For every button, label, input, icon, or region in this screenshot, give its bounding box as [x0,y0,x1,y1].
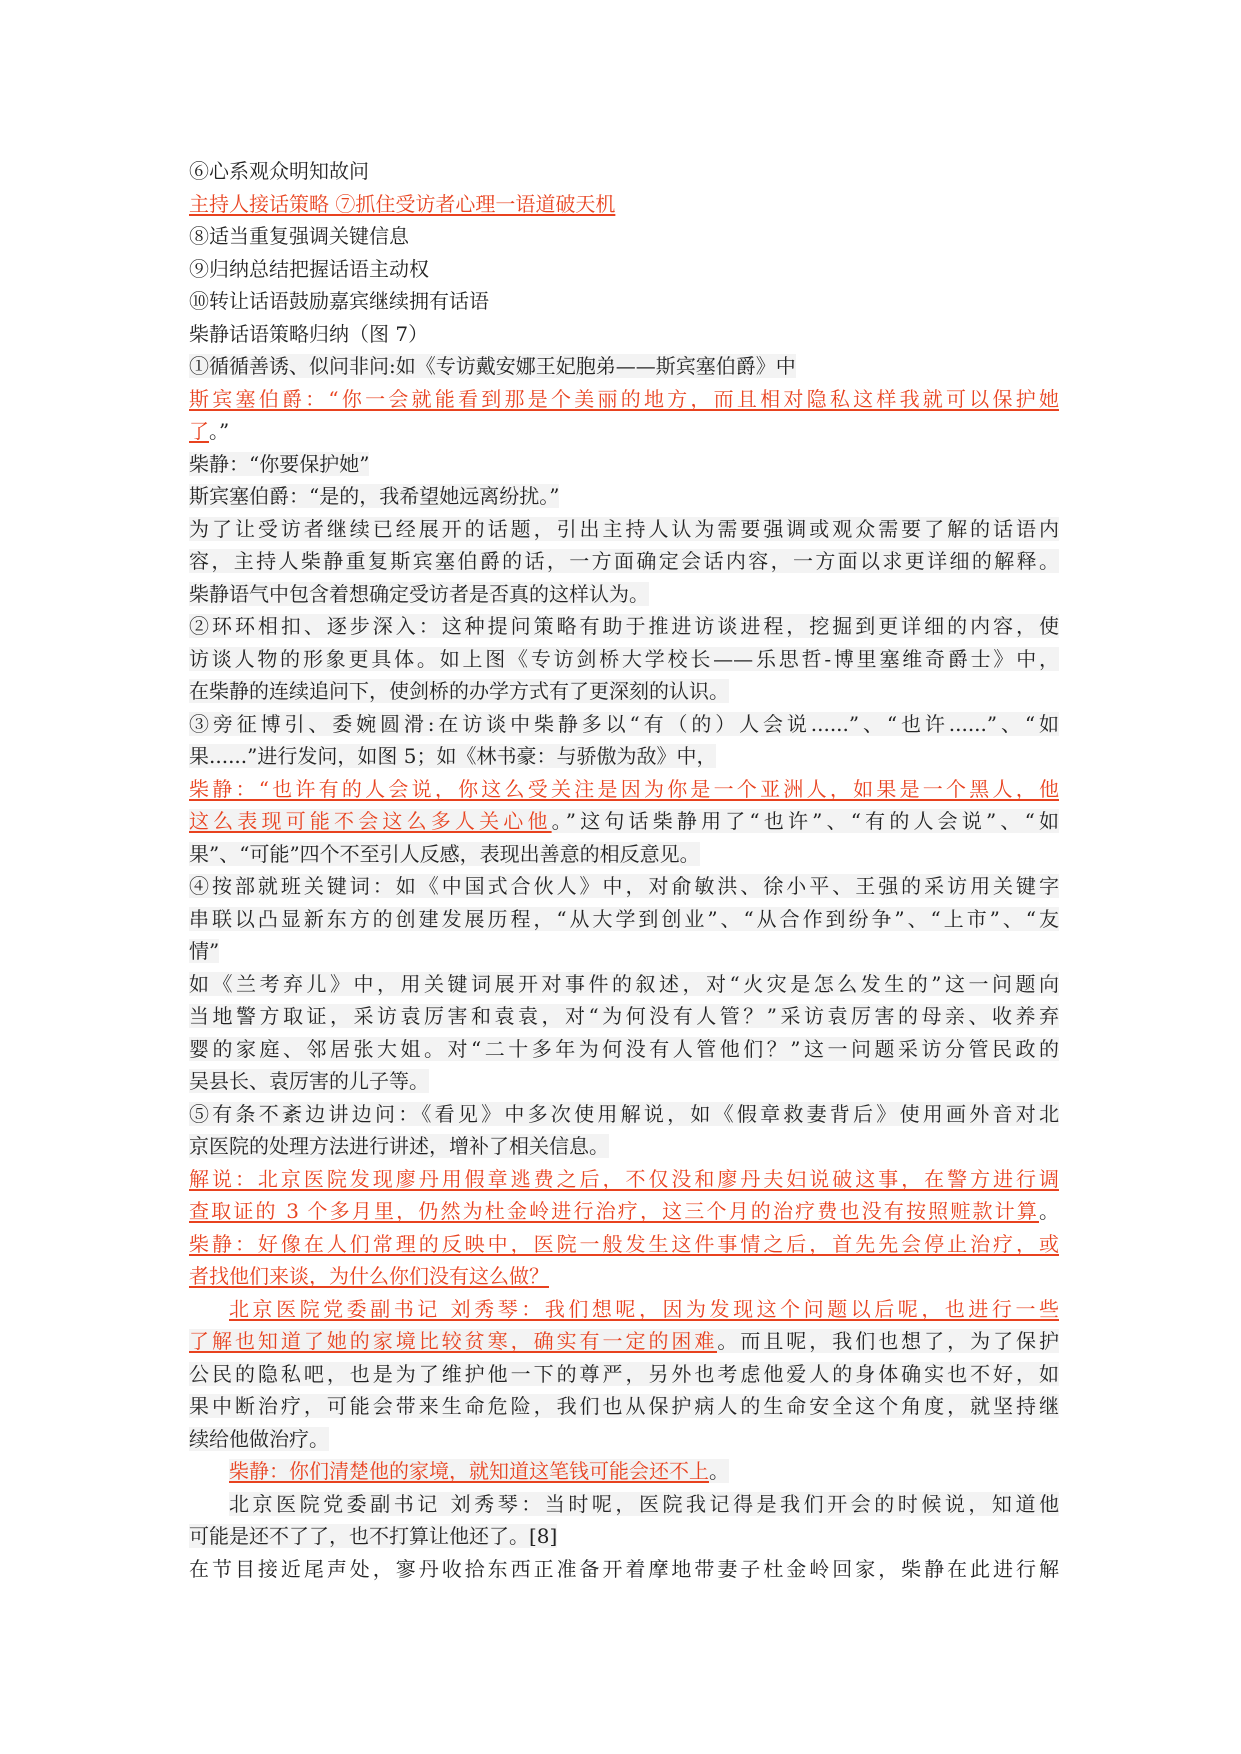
body-text: 柴静话语策略归纳（图 7） [189,321,429,346]
text-line [189,513,1059,546]
body-text: 北京医院党委副书记 刘秀琴：当时呢，医院我记得是我们开会的时候说，知道他 [229,1491,1059,1516]
body-text: 柴静：“你要保护她” [189,451,370,476]
body-text: 果”、“可能”四个不至引人反感，表现出善意的相反意见。 [189,841,700,866]
body-text: 婴的家庭、邻居张大姐。对“二十多年为何没有人管他们？”这一问题采访分管民政的 [189,1036,1059,1061]
body-text: ⑧适当重复强调关键信息 [189,224,409,248]
text-line [189,1228,1059,1261]
body-text: ⑩转让话语鼓励嘉宾继续拥有话语 [189,289,489,313]
highlighted-quote-text: 柴静：“也许有的人会说，你这么受关注是因为你是一个亚洲人，如果是一个黑人，他 [189,776,1059,801]
text-line [189,578,1059,611]
highlighted-quote-text: 主持人接话策略 ⑦抓住受访者心理一语道破天机 [189,191,616,216]
document-body [189,155,1059,1585]
text-line [189,838,1059,871]
text-line [189,1130,1059,1163]
text-line [189,350,1059,383]
text-line [189,610,1059,643]
body-text: ⑨归纳总结把握话语主动权 [189,256,429,281]
body-text: 。” [209,419,230,443]
text-line [189,968,1059,1001]
text-line [189,253,1059,286]
text-line [189,1325,1059,1358]
body-text: 。而且呢，我们也想了，为了保护 [717,1329,1059,1353]
text-line [189,1098,1059,1131]
body-text: 如《兰考弃儿》中，用关键词展开对事件的叙述，对“火灾是怎么发生的”这一问题向 [189,971,1059,996]
body-text: 。”这句话柴静用了“也许”、“有的人会说”、“如 [551,809,1059,833]
body-text: 。 [1039,1199,1059,1223]
body-text: 在节目接近尾声处，寥丹收拾东西正准备开着摩地带妻子杜金岭回家，柴静在此进行解 [189,1556,1059,1581]
text-line [189,480,1059,513]
body-text: ⑤有条不紊边讲边问：《看见》中多次使用解说，如《假章救妻背后》使用画外音对北 [189,1101,1059,1126]
text-line [189,1358,1059,1391]
highlighted-quote-text: 柴静：好像在人们常理的反映中，医院一般发生这件事情之后，首先先会停止治疗，或 [189,1231,1059,1256]
text-line [189,188,1059,221]
text-line [189,1455,1059,1488]
body-text: ①循循善诱、似问非问:如《专访戴安娜王妃胞弟——斯宾塞伯爵》中 [189,354,796,378]
text-line [189,1065,1059,1098]
body-text: 斯宾塞伯爵：“是的，我希望她远离纷扰。” [189,484,560,508]
highlighted-quote-text: 了解也知道了她的家境比较贫寒，确实有一定的困难 [189,1329,718,1353]
text-line [189,155,1059,188]
text-line [189,318,1059,351]
text-line [189,773,1059,806]
text-line [189,1488,1059,1521]
text-line [189,383,1059,416]
text-line [189,415,1059,448]
text-line [189,903,1059,936]
text-line [189,1520,1059,1553]
body-text: 容，主持人柴静重复斯宾塞伯爵的话，一方面确定会话内容，一方面以求更详细的解释。 [189,549,1059,573]
highlighted-quote-text: 这么表现可能不会这么多人关心他 [189,809,552,833]
text-line [189,935,1059,968]
text-line [189,545,1059,578]
text-line [189,1033,1059,1066]
body-text: 公民的隐私吧，也是为了维护他一下的尊严，另外也考虑他爱人的身体确实也不好，如 [189,1361,1059,1386]
text-line [189,1423,1059,1456]
text-line [189,740,1059,773]
text-line [189,708,1059,741]
highlighted-quote-text: 斯宾塞伯爵：“你一会就能看到那是个美丽的地方，而且相对隐私这样我就可以保护她 [189,386,1059,411]
text-line [189,1260,1059,1293]
body-text: 柴静语气中包含着想确定受访者是否真的这样认为。 [189,581,649,606]
text-line [189,675,1059,708]
text-line [189,870,1059,903]
highlighted-quote-text: 柴静：你们清楚他的家境，就知道这笔钱可能会还不上 [229,1459,709,1483]
body-text: ⑥心系观众明知故问 [189,159,369,183]
text-line [189,643,1059,676]
body-text: 当地警方取证，采访袁厉害和袁袁，对“为何没有人管？”采访袁厉害的母亲、收养弃 [189,1004,1059,1028]
body-text: 访谈人物的形象更具体。如上图《专访剑桥大学校长——乐思哲-博里塞维奇爵士》中， [189,646,1059,671]
text-line [189,1163,1059,1196]
body-text: 在柴静的连续追问下，使剑桥的办学方式有了更深刻的认识。 [189,679,729,703]
body-text: ③旁征博引、委婉圆滑:在访谈中柴静多以“有（的）人会说......”、“也许......”、“如 [189,711,1059,736]
body-text: 京医院的处理方法进行讲述，增补了相关信息。 [189,1134,609,1158]
text-line [189,220,1059,253]
body-text: ②环环相扣、逐步深入：这种提问策略有助于推进访谈进程，挖掘到更详细的内容，使 [189,614,1059,638]
text-line [189,448,1059,481]
highlighted-quote-text: 者找他们来谈，为什么你们没有这么做？ [189,1264,549,1288]
highlighted-quote-text: 解说：北京医院发现廖丹用假章逃费之后，不仅没和廖丹夫妇说破这事，在警方进行调 [189,1166,1059,1191]
text-line [189,1390,1059,1423]
body-text: 果......”进行发问，如图 5；如《林书豪：与骄傲为敌》中， [189,744,717,768]
highlighted-quote-text: 查取证的 3 个多月里，仍然为杜金岭进行治疗，这三个月的治疗费也没有按照赃款计算 [189,1199,1039,1223]
body-text: 为了让受访者继续已经展开的话题，引出主持人认为需要强调或观众需要了解的话语内 [189,516,1059,541]
body-text: 情” [189,939,220,963]
highlighted-quote-text: 北京医院党委副书记 刘秀琴：我们想呢，因为发现这个问题以后呢，也进行一些 [229,1296,1059,1321]
body-text: 果中断治疗，可能会带来生命危险，我们也从保护病人的生命安全这个角度，就坚持继 [189,1394,1059,1418]
text-line [189,805,1059,838]
text-line [189,1553,1059,1586]
text-line [189,1000,1059,1033]
body-text: ④按部就班关键词：如《中国式合伙人》中，对俞敏洪、徐小平、王强的采访用关键字 [189,874,1059,898]
body-text: 续给他做治疗。 [189,1426,329,1451]
text-line [189,1293,1059,1326]
body-text: 串联以凸显新东方的创建发展历程，“从大学到创业”、“从合作到纷争”、“上市”、“友 [189,906,1059,931]
highlighted-quote-text: 了 [189,419,209,443]
body-text: 可能是还不了了，也不打算让他还了。[8] [189,1524,558,1548]
body-text: 吴县长、袁厉害的儿子等。 [189,1069,429,1093]
body-text: 。 [709,1459,729,1483]
text-line [189,1195,1059,1228]
text-line [189,285,1059,318]
